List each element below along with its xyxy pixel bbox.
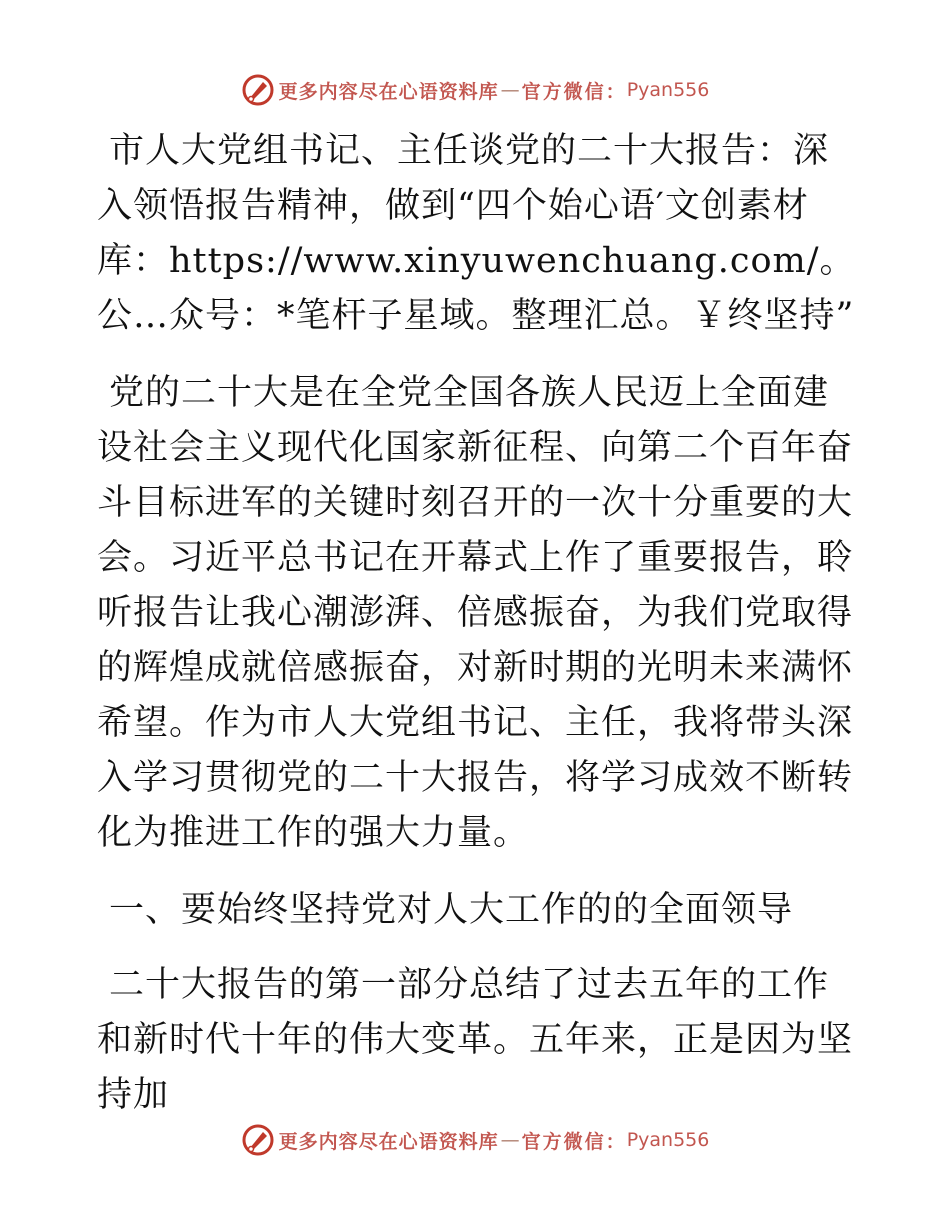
watermark-separator: — [500,1129,520,1151]
document-title-paragraph: 市人大党组书记、主任谈党的二十大报告：深入领悟报告精神，做到“四个始心语′文创素材库：https://www.xinyuwenchuang.com/。公…众号：*笔杆子星域。整理汇总。￥终坚持” [97,131,856,336]
pen-nib-logo-icon [241,73,275,107]
watermark-contact-label: 官方微信： [521,1130,627,1153]
pen-nib-logo-icon [241,1123,275,1157]
intro-paragraph: 党的二十大是在全党全国各族人民迈上全面建设社会主义现代化国家新征程、向第二个百年奋斗目标进军的关键时刻召开的一次十分重要的大会。习近平总书记在开幕式上作了重要报告，聆听报告让我心潮澎湃、倍感振奋，为我们党取得的辉煌成就倍感振奋，对新时期的光明未来满怀希望。作为市人大党组书记、主任，我将带头深入学习贯彻党的二十大报告，将学习成效不断转化为推进工作的强大力量。 [97,373,854,853]
watermark-contact-label: 官方微信： [521,80,627,103]
watermark-brand: 更多内容尽在心语资料库 [278,1130,499,1153]
watermark-contact-id: Pyan556 [626,1129,710,1151]
watermark-contact-id: Pyan556 [626,79,710,101]
watermark-brand: 更多内容尽在心语资料库 [278,80,499,103]
header-watermark [0,70,950,110]
watermark-separator: — [500,79,520,101]
section-heading: 一、要始终坚持党对人大工作的的全面领导 [109,890,794,930]
document-body [97,124,857,1145]
footer-watermark [0,1120,950,1160]
section-paragraph: 二十大报告的第一部分总结了过去五年的工作和新时代十年的伟大变革。五年来，正是因为坚持加 [97,965,854,1115]
